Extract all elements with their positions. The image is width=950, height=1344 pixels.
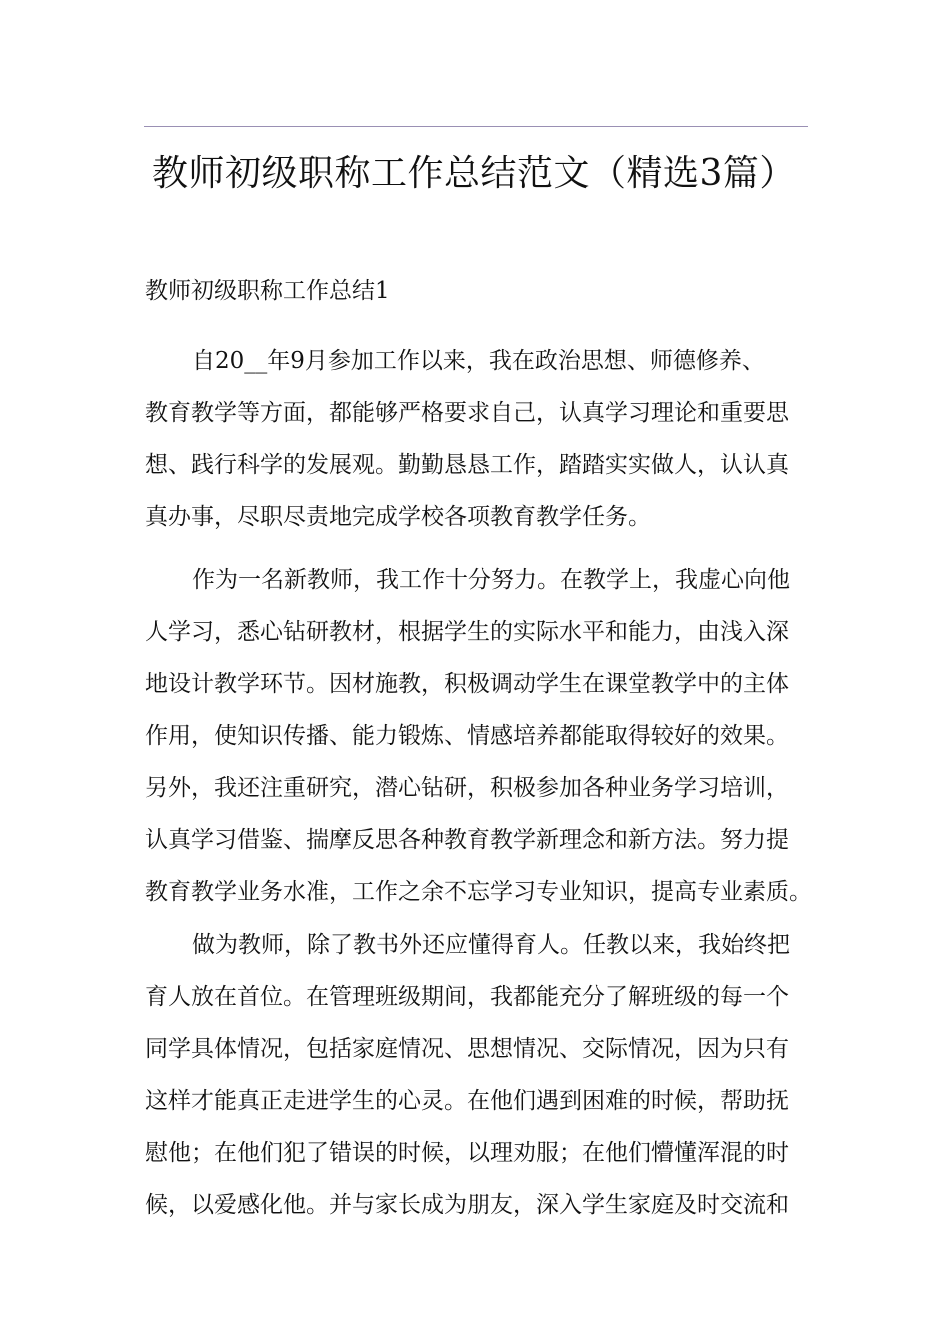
paragraph-line: 想、践行科学的发展观。勤勤恳恳工作，踏踏实实做人，认认真 <box>145 452 789 478</box>
paragraph-line: 这样才能真正走进学生的心灵。在他们遇到困难的时候，帮助抚 <box>145 1088 789 1114</box>
paragraph-2 <box>145 554 815 918</box>
paragraph-3 <box>145 919 815 1231</box>
paragraph-line: 另外，我还注重研究，潜心钻研，积极参加各种业务学习培训， <box>145 775 789 801</box>
paragraph-line: 慰他；在他们犯了错误的时候，以理劝服；在他们懵懂浑混的时 <box>145 1140 789 1166</box>
paragraph-line: 做为教师，除了教书外还应懂得育人。任教以来，我始终把 <box>192 932 790 958</box>
paragraph-line: 真办事，尽职尽责地完成学校各项教育教学任务。 <box>145 504 651 530</box>
document-title: 教师初级职称工作总结范文（精选3篇） <box>152 153 796 194</box>
paragraph-line: 自20__年9月参加工作以来，我在政治思想、师德修养、 <box>192 348 765 374</box>
paragraph-line: 教育教学业务水准，工作之余不忘学习专业知识，提高专业素质。 <box>145 879 812 905</box>
paragraph-line: 地设计教学环节。因材施教，积极调动学生在课堂教学中的主体 <box>145 671 789 697</box>
paragraph-1 <box>145 335 815 543</box>
paragraph-line: 育人放在首位。在管理班级期间，我都能充分了解班级的每一个 <box>145 984 789 1010</box>
section-heading: 教师初级职称工作总结1 <box>145 278 390 304</box>
header-divider <box>144 126 808 127</box>
paragraph-line: 认真学习借鉴、揣摩反思各种教育教学新理念和新方法。努力提 <box>145 827 789 853</box>
paragraph-line: 人学习，悉心钻研教材，根据学生的实际水平和能力，由浅入深 <box>145 619 789 645</box>
paragraph-line: 作用，使知识传播、能力锻炼、情感培养都能取得较好的效果。 <box>145 723 789 749</box>
paragraph-line: 教育教学等方面，都能够严格要求自己，认真学习理论和重要思 <box>145 400 789 426</box>
paragraph-line: 作为一名新教师，我工作十分努力。在教学上，我虚心向他 <box>192 567 790 593</box>
paragraph-line: 候，以爱感化他。并与家长成为朋友，深入学生家庭及时交流和 <box>145 1192 789 1218</box>
paragraph-line: 同学具体情况，包括家庭情况、思想情况、交际情况，因为只有 <box>145 1036 789 1062</box>
